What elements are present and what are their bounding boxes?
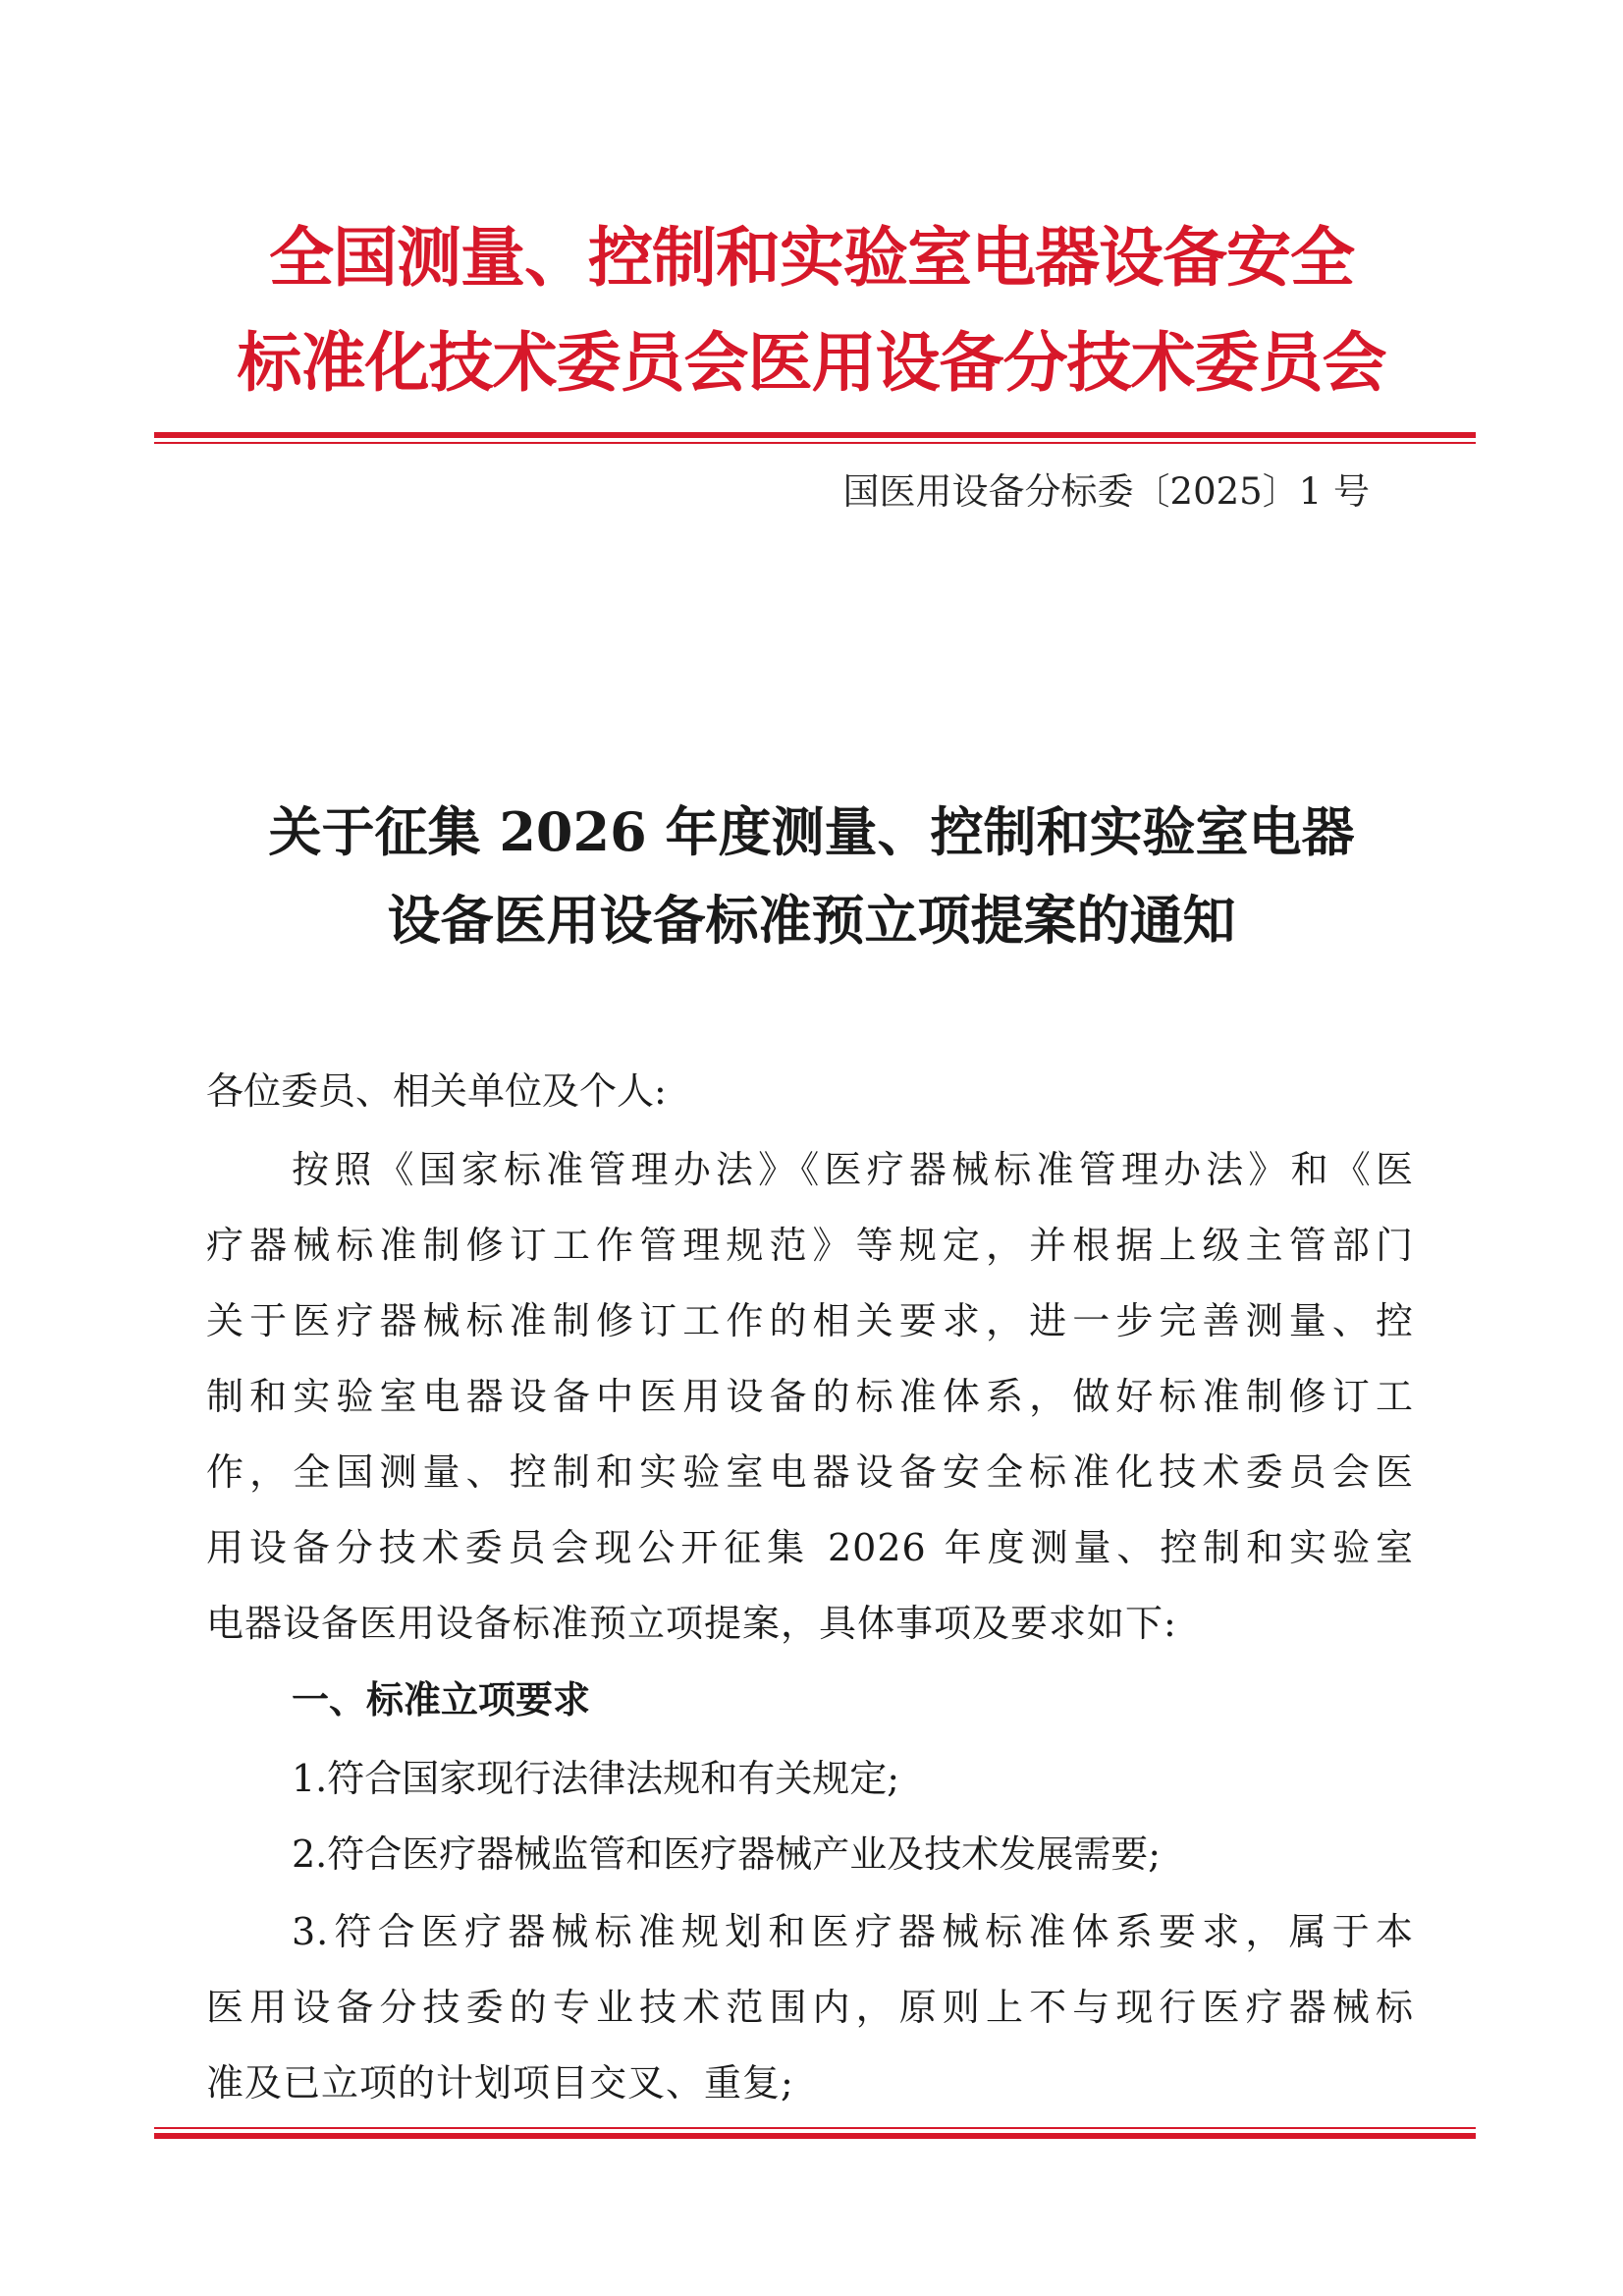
paragraph-1-line: 用设备分技术委员会现公开征集 2026 年度测量、控制和实验室 [206, 1526, 1414, 1569]
header-divider-thin [154, 442, 1476, 444]
requirement-item-3-line: 准及已立项的计划项目交叉、重复; [206, 2061, 794, 2105]
paragraph-1-line: 关于医疗器械标准制修订工作的相关要求，进一步完善测量、控 [206, 1299, 1414, 1342]
requirement-item-1: 1.符合国家现行法律法规和有关规定; [292, 1757, 900, 1800]
paragraph-1-line: 制和实验室电器设备中医用设备的标准体系，做好标准制修订工 [206, 1375, 1414, 1418]
organization-name-line-1: 全国测量、控制和实验室电器设备安全 [269, 220, 1354, 296]
paragraph-1-line: 按照《国家标准管理办法》《医疗器械标准管理办法》和《医 [292, 1148, 1414, 1191]
section-1-heading: 一、标准立项要求 [292, 1678, 591, 1722]
requirement-item-3-line: 3.符合医疗器械标准规划和医疗器械标准体系要求，属于本 [292, 1910, 1414, 1953]
notice-title-line-1: 关于征集 2026 年度测量、控制和实验室电器 [268, 800, 1355, 863]
paragraph-1-line: 作，全国测量、控制和实验室电器设备安全标准化技术委员会医 [206, 1450, 1414, 1494]
footer-divider-thin [154, 2127, 1476, 2129]
notice-title-line-2: 设备医用设备标准预立项提案的通知 [387, 889, 1236, 952]
document-number: 国医用设备分标委〔2025〕1 号 [842, 470, 1370, 513]
header-divider-thick [154, 432, 1476, 438]
requirement-item-2: 2.符合医疗器械监管和医疗器械产业及技术发展需要; [292, 1832, 1162, 1876]
paragraph-1-line: 电器设备医用设备标准预立项提案，具体事项及要求如下: [206, 1602, 1177, 1645]
requirement-item-3-line: 医用设备分技委的专业技术范围内，原则上不与现行医疗器械标 [206, 1986, 1414, 2029]
paragraph-1-line: 疗器械标准制修订工作管理规范》等规定，并根据上级主管部门 [206, 1224, 1414, 1267]
salutation: 各位委员、相关单位及个人: [206, 1069, 667, 1113]
organization-name-line-2: 标准化技术委员会医用设备分技术委员会 [237, 325, 1386, 401]
footer-divider-thick [154, 2133, 1476, 2139]
